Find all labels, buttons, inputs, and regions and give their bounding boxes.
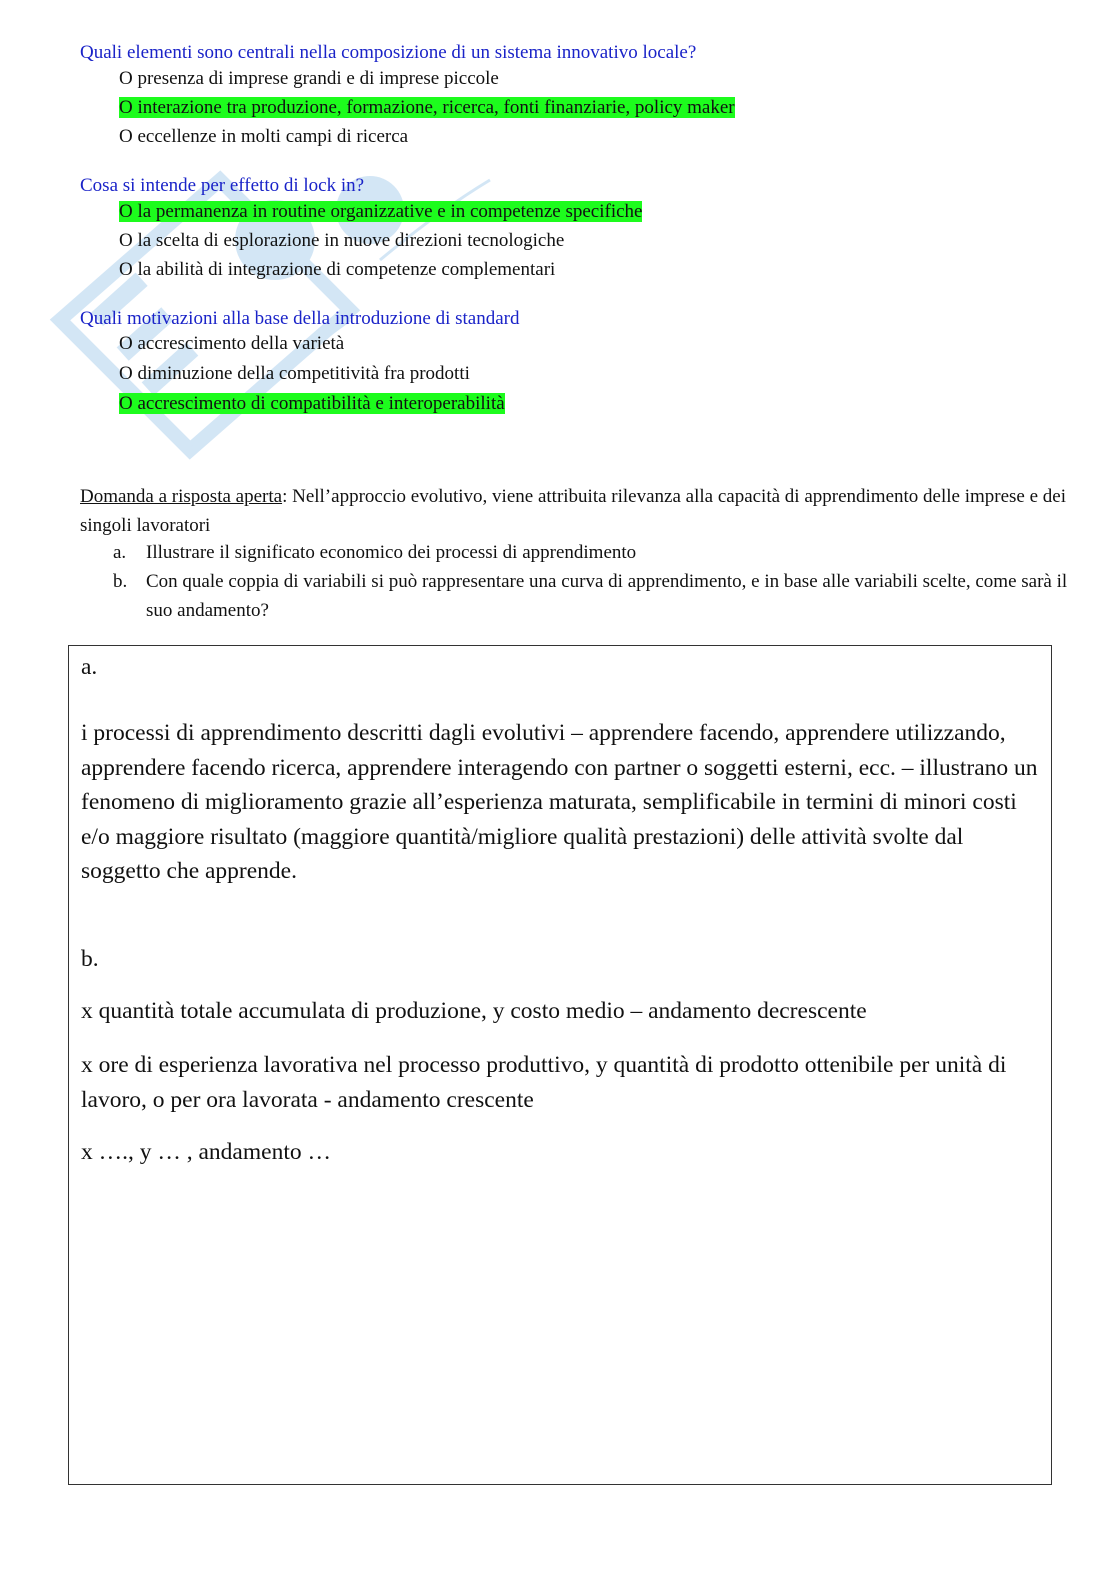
sub-letter: a. (113, 542, 127, 563)
answer-a-text: i processi di apprendimento descritti dagli evolutivi – apprendere facendo, apprendere utilizzando, apprendere facendo ricerca, apprendere interagendo con partner o soggetti esterni, ecc. – illustrano un fenomeno di miglioramento grazie all’esperienza maturata, semplificabile in termini di minori costi e/o maggiore risultato (maggiore quantità/migliore qualità prestazioni) delle attività svolte dal soggetto che apprende. (81, 720, 1038, 884)
option-label: O diminuzione della competitività fra prodotti (119, 363, 470, 384)
question-3-option-3-correct[interactable] (119, 393, 505, 416)
watermark-logo (20, 120, 540, 480)
option-label: O la scelta di esplorazione in nuove direzioni tecnologiche (119, 230, 565, 251)
option-label-highlighted: O la permanenza in routine organizzative e in competenze specifiche (119, 201, 643, 222)
sub-text: Con quale coppia di variabili si può rappresentare una curva di apprendimento, e in base alle variabili scelte, come sarà il suo andamento? (146, 571, 1068, 621)
question-2-option-1-correct[interactable] (119, 201, 642, 224)
option-label: O la abilità di integrazione di competenze complementari (119, 259, 556, 280)
option-label: O accrescimento della varietà (119, 333, 345, 354)
answer-box[interactable] (68, 645, 1052, 1485)
answer-b-label: b. (81, 946, 99, 972)
open-question-sub-a (113, 538, 1073, 567)
open-question-label: Domanda a risposta aperta (80, 486, 283, 507)
sub-letter: b. (113, 571, 128, 592)
answer-b-line-1: x quantità totale accumulata di produzione, y costo medio – andamento decrescente (81, 998, 867, 1024)
answer-b-line-3: x …., y … , andamento … (81, 1139, 331, 1165)
question-1-option-2-correct[interactable] (119, 97, 735, 120)
question-2-option-3[interactable] (119, 259, 555, 282)
open-question-sub-b (113, 567, 1073, 625)
open-question-text: : Nell’approccio evolutivo, viene attribuita rilevanza alla capacità di apprendimento delle imprese e dei singoli lavoratori (80, 486, 1067, 536)
option-label: O presenza di imprese grandi e di imprese piccole (119, 68, 499, 89)
question-3-text: Quali motivazioni alla base della introduzione di standard (80, 308, 520, 329)
question-1-option-1[interactable] (119, 68, 499, 91)
option-label-highlighted: O accrescimento di compatibilità e interoperabilità (119, 393, 505, 414)
question-3-option-2[interactable] (119, 363, 470, 386)
answer-b-line-2: x ore di esperienza lavorativa nel processo produttivo, y quantità di prodotto ottenibile per unità di lavoro, o per ora lavorata - andamento crescente (81, 1052, 1007, 1113)
option-label-highlighted: O interazione tra produzione, formazione, ricerca, fonti finanziarie, policy maker (119, 97, 735, 118)
question-2-text: Cosa si intende per effetto di lock in? (80, 175, 365, 196)
option-label: O eccellenze in molti campi di ricerca (119, 126, 409, 147)
answer-a-label: a. (81, 654, 98, 680)
question-1-option-3[interactable] (119, 126, 408, 149)
question-1-text: Quali elementi sono centrali nella composizione di un sistema innovativo locale? (80, 42, 697, 63)
sub-text: Illustrare il significato economico dei processi di apprendimento (146, 542, 637, 563)
question-3-option-1[interactable] (119, 333, 344, 356)
open-question (80, 482, 1080, 540)
question-2-option-2[interactable] (119, 230, 564, 253)
